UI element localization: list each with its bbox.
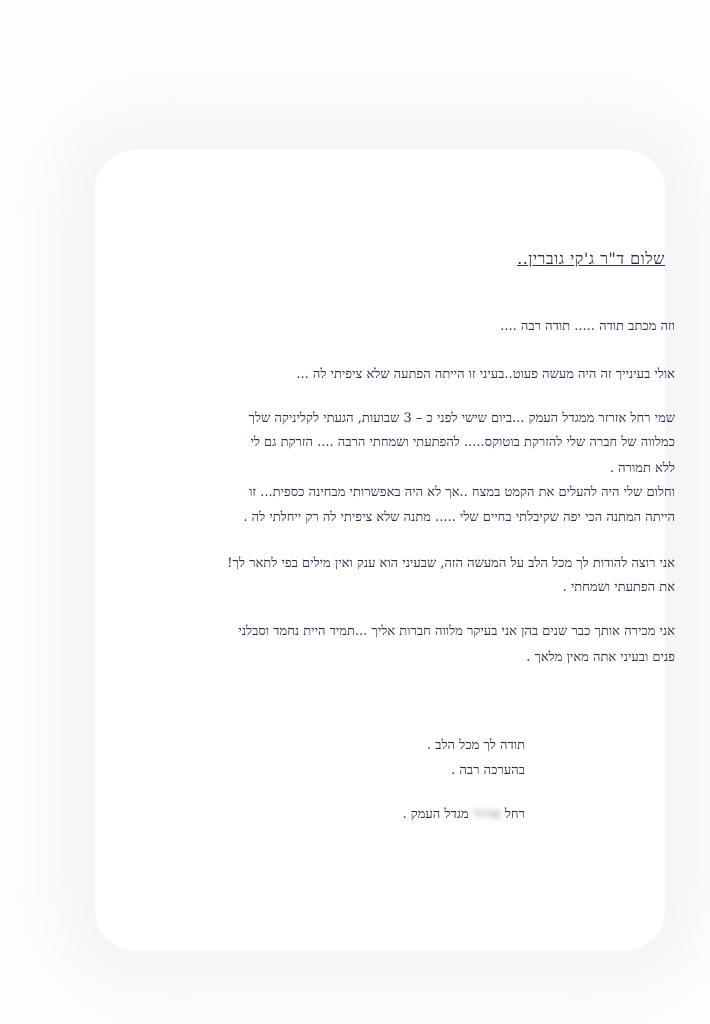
signature xyxy=(402,806,525,824)
letter-line: ללא תמורה . xyxy=(609,461,675,476)
signature-first-name: רחל xyxy=(504,807,525,822)
closing-line: בהערכה רבה . xyxy=(451,763,525,778)
letter-line: וחלום שלי היה להעלים את הקמט במצח ..אך לא היה באפשרותי מבחינה כספית... זו xyxy=(249,485,675,500)
letter-line: וזה מכתב תודה ..... תודה רבה .... xyxy=(500,319,675,334)
signature-town: מגדל העמק . xyxy=(402,807,469,822)
redacted-surname: אזרזר xyxy=(472,807,501,822)
closing-line: תודה לך מכל הלב . xyxy=(426,738,525,753)
letter-line: אולי בעינייך זה היה מעשה פעוט..בעיני זו הייתה הפתעה שלא ציפיתי לה ... xyxy=(296,367,675,382)
salutation: שלום ד"ר ג'קי גוברין.. xyxy=(517,249,665,268)
paper-sheet xyxy=(95,150,665,950)
letter-line: כמלווה של חברה שלי להזרקת בוטוקס..... להפתעתי ושמחתי הרבה .... הזרקת גם לי xyxy=(250,435,675,450)
letter-line: את הפתעתי ושמחתי . xyxy=(562,580,675,595)
letter-line: פנים ובעיני אתה מאין מלאך . xyxy=(526,650,675,665)
letter-line: אני רוצה להודות לך מכל הלב על המעשה הזה, שבעיני הוא ענק ואין מילים בפי לתאר לך! xyxy=(227,556,675,571)
letter-line: שמי רחל אזרזר ממגדל העמק ...ביום שישי לפני כ – 3 שבועות, הגעתי לקליניקה שלך xyxy=(248,411,675,426)
letter-line: אני מכירה אותך כבר שנים בהן אני בעיקר מלווה חברות אליך ...תמיד היית נחמד וסבלני xyxy=(238,624,675,639)
letter-line: הייתה המתנה הכי יפה שקיבלתי בחיים שלי ..... מתנה שלא ציפיתי לה רק ייחלתי לה . xyxy=(243,510,675,525)
